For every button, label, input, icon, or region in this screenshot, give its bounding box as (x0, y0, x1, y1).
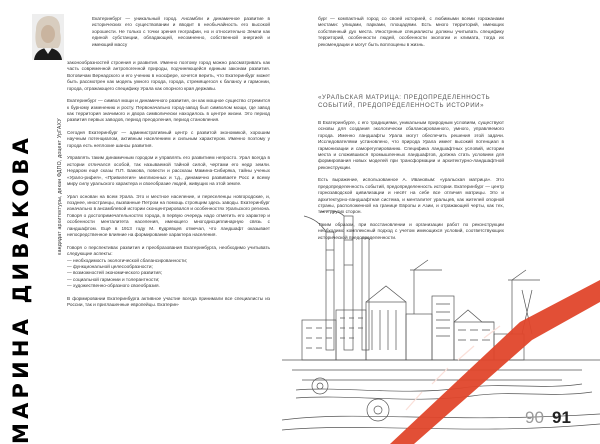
article-column-right (318, 16, 504, 54)
list-item: — художественно-образного своеобразия. (67, 283, 160, 289)
list-item: — функциональной целесообразности; (67, 263, 153, 269)
paragraph: Сегодня Екатеринбург — административный центр с развитой экономикой, хорошим научным потенциалом, активным населением и сильным характером. Именно поэтому у города есть неплохие шансы развития. (67, 130, 270, 148)
paragraph: законообразностей строения и развития. Именно поэтому город можно рассматривать как часть современной антропогенной природы, подчиняющейся единым законам развития. Вотовичам Вернадского и его учению в ноосфере, хочется верить, что Екатеринбург может быть рассмотрен как модель умного города, города, стремящегося к балансу и гармонии, города, отражающего специфику Урала как опорного края державы. (67, 60, 270, 91)
paragraph: Урал основан на всем Урала. Это и местное население, и переселенцы новгородские, и, позднее, иностранцы, вызванные Петром на помощь строящим здесь заводы. Екатеринбург изначально в ансамблевой истории сконцентрировался и особенностях Уральского региона. Говоря о достопримечательностях города, в первую очередь надо отметить его характер и особенности менталитета населения, имеющего многодисциплинарную связь с ландшафтом. Ещё в 1913 году М. Кудрявцев отмечал, что ландшафт оказывает непосредственное влияние на формирование характера населения. (67, 193, 270, 238)
paragraph: Таким образом, при восстановлении и организации работ по реконструкции необходимо комплексный подход с учетом имеющихся условий, соответствующих исторической предопределенности. (318, 222, 504, 240)
paragraph: Управлять таким динамичным городом и управлять его развитием непросто. Урал всегда в истории отличался особой, так называемой тайной силой, чертами его недр земли. Недаром ещё сказы П.П. Бажова, повести и рассказы Мамина-Сибиряка, тайны ученых «Урало-рифея», «Привилегия» миллионных и т.д., динамично развиваете Росс и всему миру силу уральского характера и своеобразие людей, живущих на этой земле. (67, 155, 270, 187)
page-number-left: 90 (525, 408, 544, 427)
paragraph: Говоря о перспективах развития и преобразования Екатеринбурга, необходимо учитывать следующие аспекты: (67, 244, 270, 257)
author-name: МАРИНА ДИВАКОВА (9, 133, 33, 444)
list-item: — необходимость экологической сбалансированности; (67, 257, 188, 263)
list-item: — возможностей экономического развития; (67, 270, 162, 276)
paragraph: Екатеринбург — символ мощи и динамичного развития, он как мощное существо стремится к бурному изменению и росту. Первоначально город-завод был символом мощи, где завод как территория значимого и двора символически находилось в центре жизни. Это период развития первых заводов, период преодоления, период становления. (67, 98, 270, 123)
article-intro (92, 16, 270, 54)
intro-paragraph: Екатеринбург — уникальный город. Ансамбли и динамичное развитие в исторических его существовании и вводит в необычайность его высокой хорошести. Не только с точки зрения географии, но и относительно Земли как единой субстанции, обладающей, несомненно, собственной энергией и имеющий массу (92, 16, 270, 47)
list-item: — социальной гармонии и толерантности; (67, 276, 160, 282)
paragraph: В формировании Екатеринбурга активное участие всегда принимали все специалисты из России, так и приглашенные европейцы. Екатерин- (67, 295, 270, 308)
author-role: кандидат архитектуры, декан ФДПО, доцент УрГАХУ (57, 118, 63, 255)
paragraph: Есть выражение, использованное А. Ивановым: «уральская матрица». Это предопределенность событий, предопределенность истории. Екатеринбург — центр горнозаводской цивилизации и несёт на себе все отличия матрицы. Это и архитектурно-ландшафтная система, и менталитет уральцев, как жителей опорной страны, расположенной на границе Европы и Азии, и отражающей черты, как тех, так и других сторон. (318, 177, 504, 215)
section-heading: «УРАЛЬСКАЯ МАТРИЦА: ПРЕДОПРЕДЕЛЕННОСТЬ СОБЫТИЙ, ПРЕДОПРЕДЕЛЕННОСТЬ ИСТОРИИ» (318, 94, 491, 109)
page-number-right: 91 (552, 408, 571, 427)
author-photo (32, 14, 64, 60)
paragraph: бург — компактный город со своей историей, с любимыми всеми горожанами местами: улицами, парками, площадями. Есть много территорий, имеющих собственный дух места. Инострнные специалисты должны учитывать специфику территорий, особенности людей, особенности экологии и климата, тогда их рекомендации и могут быть воплощены в жизнь. (318, 16, 504, 47)
paragraph: В Екатеринбурге, с его традициями, уникальным природным условиям, существуют основы для создания экологически сбалансированного, умного, управляемого города. Именно ландшафты Урала могут обеспечить решения этой задачи. Исследователями установлено, что природа Урала имеет высокий потенциал в гармонизации и саморегулированию. Специфика ландшафтных условий, истории места и сложившихся промышленных ландшафтов, должна стать условием для формирования новых моделей при трансформации и архитектурно-ландшафтной реконструкции. (318, 120, 504, 170)
article-column-left (67, 60, 270, 315)
author-portrait-icon (32, 14, 64, 60)
